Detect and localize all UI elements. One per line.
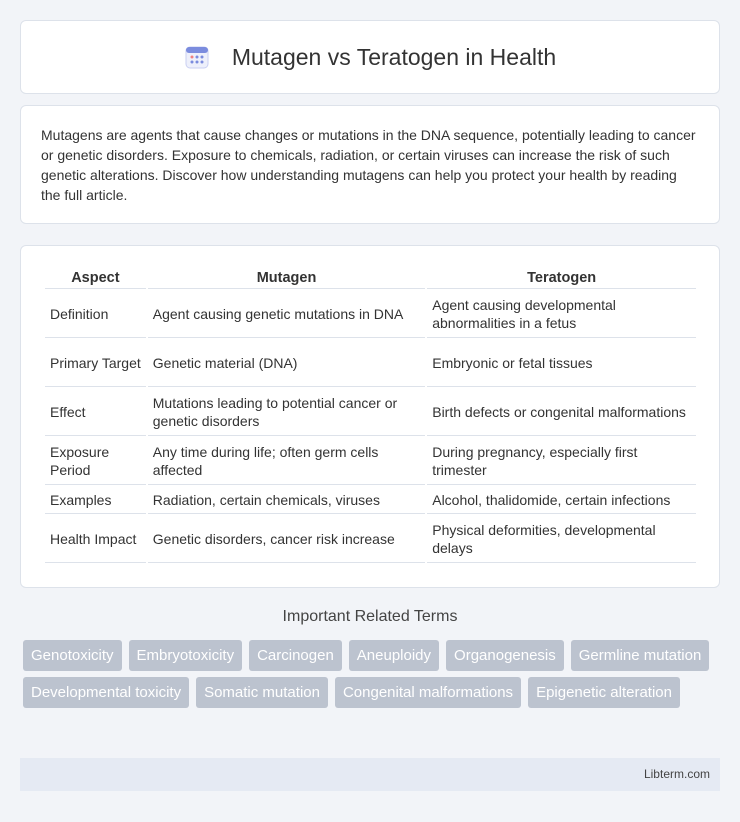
intro-card bbox=[20, 105, 720, 224]
table-cell: Physical deformities, developmental delays bbox=[427, 516, 696, 563]
intro-text: Mutagens are agents that cause changes or mutations in the DNA sequence, potentially leading to cancer or genetic disorders. Exposure to chemicals, radiation, or certain viruses can increase the risk of such genetic alterations. Discover how understanding mutagens can help you protect your health by reading the full article. bbox=[41, 127, 696, 203]
table-row bbox=[45, 389, 696, 436]
table-cell: Health Impact bbox=[45, 516, 146, 563]
related-term-tag[interactable]: Germline mutation bbox=[571, 640, 710, 671]
table-cell: Any time during life; often germ cells affected bbox=[148, 438, 425, 485]
footer bbox=[20, 758, 720, 791]
related-term-tag[interactable]: Embryotoxicity bbox=[129, 640, 243, 671]
table-row bbox=[45, 516, 696, 563]
table-cell: Genetic material (DNA) bbox=[148, 340, 425, 387]
table-cell: Examples bbox=[45, 487, 146, 514]
table-row bbox=[45, 487, 696, 514]
footer-site-link[interactable]: Libterm.com bbox=[643, 767, 710, 781]
table-cell: Agent causing genetic mutations in DNA bbox=[148, 291, 425, 338]
related-term-tag[interactable]: Epigenetic alteration bbox=[528, 677, 680, 708]
table-cell: Embryonic or fetal tissues bbox=[427, 340, 696, 387]
comparison-table-card bbox=[20, 245, 720, 588]
related-term-tag[interactable]: Genotoxicity bbox=[23, 640, 122, 671]
table-cell: Effect bbox=[45, 389, 146, 436]
header-card bbox=[20, 20, 720, 94]
related-term-tag[interactable]: Somatic mutation bbox=[196, 677, 328, 708]
table-cell: During pregnancy, especially first trimester bbox=[427, 438, 696, 485]
comparison-table bbox=[43, 268, 698, 565]
column-header-teratogen: Teratogen bbox=[427, 270, 696, 289]
related-term-tag[interactable]: Aneuploidy bbox=[349, 640, 439, 671]
table-cell: Birth defects or congenital malformations bbox=[427, 389, 696, 436]
related-term-tag[interactable]: Developmental toxicity bbox=[23, 677, 189, 708]
table-cell: Radiation, certain chemicals, viruses bbox=[148, 487, 425, 514]
table-row bbox=[45, 340, 696, 387]
table-cell: Primary Target bbox=[45, 340, 146, 387]
table-cell: Mutations leading to potential cancer or genetic disorders bbox=[148, 389, 425, 436]
table-header-row bbox=[45, 270, 696, 289]
related-terms-title: Important Related Terms bbox=[282, 608, 458, 625]
table-row bbox=[45, 291, 696, 338]
table-row bbox=[45, 438, 696, 485]
calendar-grid-icon bbox=[184, 44, 210, 70]
table-cell: Alcohol, thalidomide, certain infections bbox=[427, 487, 696, 514]
table-cell: Definition bbox=[45, 291, 146, 338]
column-header-mutagen: Mutagen bbox=[148, 270, 425, 289]
related-term-tag[interactable]: Congenital malformations bbox=[335, 677, 521, 708]
column-header-aspect: Aspect bbox=[45, 270, 146, 289]
page-title: Mutagen vs Teratogen in Health bbox=[231, 43, 557, 70]
table-cell: Genetic disorders, cancer risk increase bbox=[148, 516, 425, 563]
table-cell: Agent causing developmental abnormalities in a fetus bbox=[427, 291, 696, 338]
related-term-tag[interactable]: Organogenesis bbox=[446, 640, 564, 671]
table-cell: Exposure Period bbox=[45, 438, 146, 485]
related-terms-list bbox=[23, 640, 723, 714]
related-term-tag[interactable]: Carcinogen bbox=[249, 640, 342, 671]
